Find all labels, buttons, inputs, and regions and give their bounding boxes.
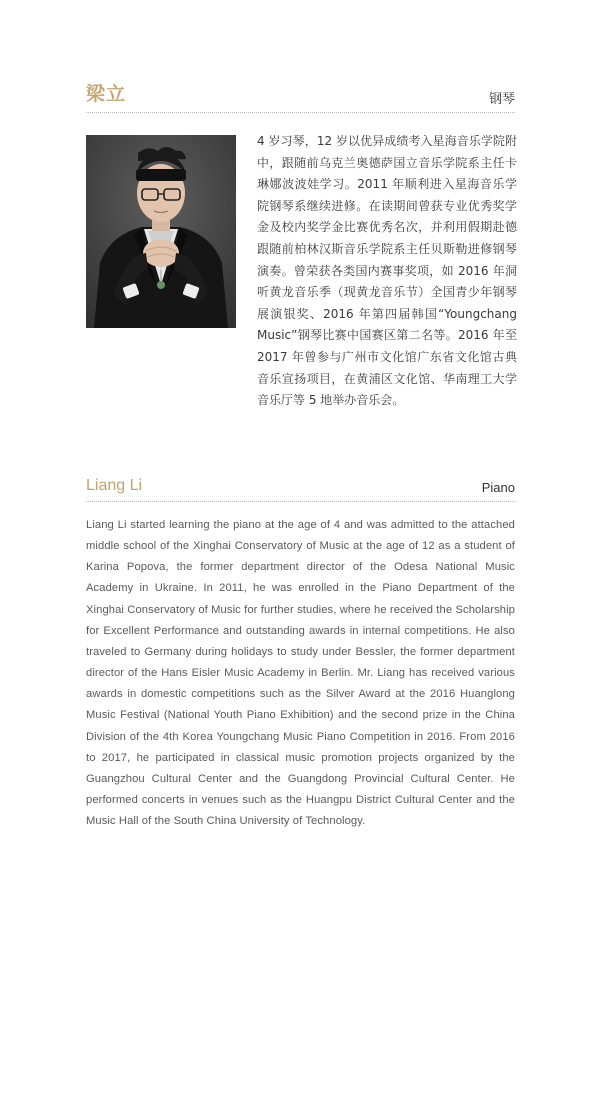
portrait-photo <box>86 135 236 328</box>
bio-zh: 4 岁习琴，12 岁以优异成绩考入星海音乐学院附中，跟随前乌克兰奥德萨国立音乐学院系主任卡琳娜波波娃学习。2011 年顺利进入星海音乐学院钢琴系继续进修。在读期间曾获专业优秀奖学金及校内奖学金比赛优秀名次，并利用假期赴德跟随前柏林汉斯音乐学院系主任贝斯勒进修钢琴演奏。曾荣获各类国内赛事奖项，如 2016 年洞听黄龙音乐季（现黄龙音乐节）全国青少年钢琴展演银奖、2016 年第四届韩国“Youngchang Music”钢琴比赛中国赛区第二名等。2016 年至 2017 年曾参与广州市文化馆广东省文化馆古典音乐宣扬项目，在黄浦区文化馆、华南理工大学音乐厅等 5 地举办音乐会。 <box>257 134 517 408</box>
name-en: Liang Li <box>86 477 143 494</box>
instrument-zh: 钢琴 <box>488 92 515 107</box>
name-zh: 梁立 <box>86 83 127 105</box>
en-header <box>86 472 515 502</box>
portrait-illustration <box>86 135 236 328</box>
zh-header <box>86 82 515 113</box>
instrument-en: Piano <box>481 480 515 495</box>
bio-en: Liang Li started learning the piano at the age of 4 and was admitted to the attached middle school of the Xinghai Conservatory of Music at the age of 12 as a student of Karina Popova, the former department director of the Odesa National Music Academy in Ukraine. In 2011, he was enrolled in the Piano Department of the Xinghai Conservatory of Music for further studies, where he received the Scholarship for Excellent Performance and outstanding awards in internal competitions. He also traveled to Germany during holidays to study under Bessler, the former department director of the Hans Eisler Music Academy in Berlin. Mr. Liang has received various awards in domestic competitions such as the Silver Award at the 2016 Huanglong Music Festival (National Youth Piano Exhibition) and the second prize in the China Division of the 4th Korea Youngchang Music Piano Competition in 2016. From 2016 to 2017, he participated in classical music promotion projects organized by the Guangzhou Cultural Center and the Guangdong Provincial Cultural Center. He performed concerts in venues such as the Huangpu District Cultural Center and the Music Hall of the South China University of Technology. <box>86 519 515 828</box>
